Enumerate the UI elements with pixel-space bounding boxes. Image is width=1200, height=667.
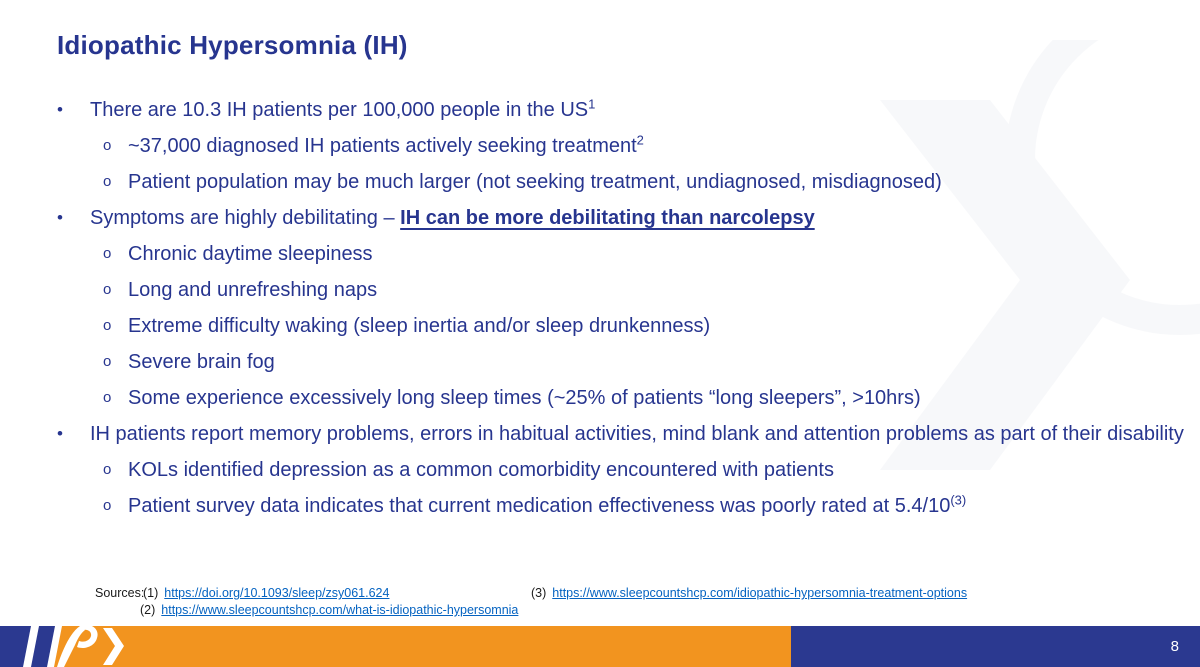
bullet-item [103,384,1186,412]
circle-bullet-icon: o [103,353,112,370]
footer-blue-bar [791,626,1200,667]
bullet-text-emphasis: IH can be more debilitating than narcolepsy [400,207,815,229]
source-item [531,586,967,600]
circle-bullet-icon: o [103,137,112,154]
bullet-item [103,168,1186,196]
bullet-text: Patient survey data indicates that current medication effectiveness was poorly rated at 5.4/10 [128,495,951,517]
bullet-list [57,96,1186,520]
bullet-item [57,204,1186,232]
circle-bullet-icon: o [103,389,112,406]
company-logo [0,626,135,667]
bullet-item [103,348,1186,376]
source-link-1[interactable]: https://doi.org/10.1093/sleep/zsy061.624 [164,586,390,600]
bullet-text: Long and unrefreshing naps [128,279,378,301]
bullet-text: Extreme difficulty waking (sleep inertia and/or sleep drunkenness) [128,315,711,337]
bullet-text: IH patients report memory problems, errors in habitual activities, mind blank and attention problems as part of their disability [90,423,1184,445]
bullet-text: ~37,000 diagnosed IH patients actively seeking treatment [128,135,637,157]
bullet-item [103,276,1186,304]
source-item [143,586,389,600]
bullet-text: There are 10.3 IH patients per 100,000 people in the US [90,99,589,121]
bullet-text: Chronic daytime sleepiness [128,243,373,265]
bullet-text: Patient population may be much larger (not seeking treatment, undiagnosed, misdiagnosed) [128,171,942,193]
sources-label: Sources: [95,586,145,600]
bullet-item [103,312,1186,340]
bullet-item [103,132,1186,160]
slide-title: Idiopathic Hypersomnia (IH) [57,30,408,60]
bullet-text: Severe brain fog [128,351,275,373]
circle-bullet-icon: o [103,281,112,298]
circle-bullet-icon: o [103,317,112,334]
bullet-item [103,240,1186,268]
footer-orange-bar [0,626,791,667]
bullet-icon: • [57,208,63,227]
footnote-ref: 2 [636,132,644,148]
bullet-item [103,456,1186,484]
bullet-icon: • [57,100,63,119]
slide-body [57,96,1186,528]
bullet-item [57,96,1186,124]
source-item [140,603,518,617]
source-marker: (1) [143,586,159,600]
circle-bullet-icon: o [103,173,112,190]
bullet-icon: • [57,424,63,443]
circle-bullet-icon: o [103,461,112,478]
source-link-3[interactable]: https://www.sleepcountshcp.com/idiopathic-hypersomnia-treatment-options [552,586,968,600]
source-marker: (3) [531,586,547,600]
footnote-ref: (3) [950,492,967,508]
source-marker: (2) [140,603,156,617]
bullet-item [57,420,1186,448]
bullet-item [103,492,1186,520]
bullet-text: Symptoms are highly debilitating – [90,207,401,229]
circle-bullet-icon: o [103,497,112,514]
bullet-text: KOLs identified depression as a common comorbidity encountered with patients [128,459,834,481]
bullet-text: Some experience excessively long sleep times (~25% of patients “long sleepers”, >10hrs) [128,387,921,409]
slide-footer [0,626,1200,667]
circle-bullet-icon: o [103,245,112,262]
footnote-ref: 1 [588,96,596,112]
source-link-2[interactable]: https://www.sleepcountshcp.com/what-is-idiopathic-hypersomnia [161,603,519,617]
page-number: 8 [1170,638,1179,655]
